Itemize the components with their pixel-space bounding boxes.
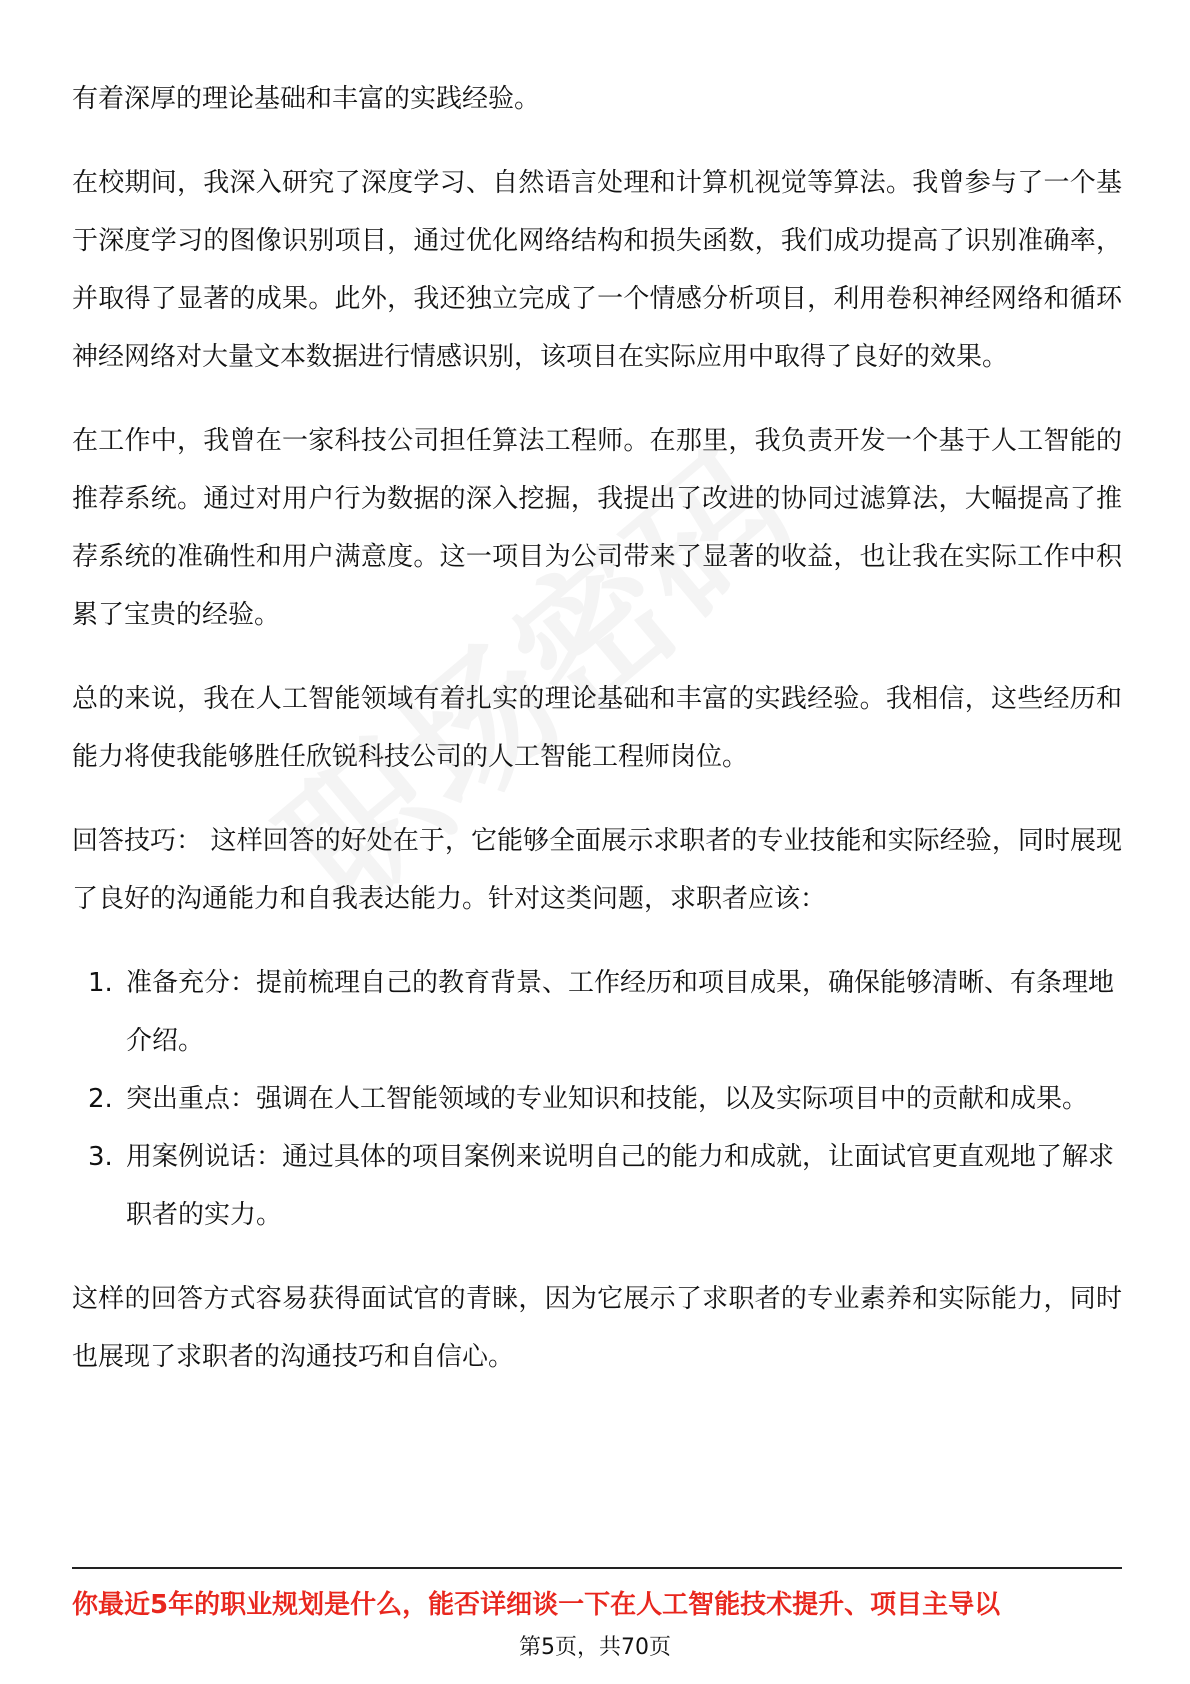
answer-tips-intro: 回答技巧： 这样回答的好处在于，它能够全面展示求职者的专业技能和实际经验，同时展现了良好的沟通能力和自我表达能力。针对这类问题，求职者应该：: [72, 826, 1122, 914]
closing-paragraph: 这样的回答方式容易获得面试官的青睐，因为它展示了求职者的专业素养和实际能力，同时也展现了求职者的沟通技巧和自信心。: [72, 1284, 1122, 1372]
tips-list: [72, 954, 1122, 1244]
list-item: [72, 1128, 1122, 1244]
list-number: 1.: [88, 968, 113, 998]
divider: [72, 1567, 1122, 1569]
page-number: 第5页，共70页: [519, 1635, 671, 1660]
paragraph: 在校期间，我深入研究了深度学习、自然语言处理和计算机视觉等算法。我曾参与了一个基于深度学习的图像识别项目，通过优化网络结构和损失函数，我们成功提高了识别准确率，并取得了显著的成果。此外，我还独立完成了一个情感分析项目，利用卷积神经网络和循环神经网络对大量文本数据进行情感识别，该项目在实际应用中取得了良好的效果。: [72, 168, 1122, 372]
next-question-heading: 你最近5年的职业规划是什么，能否详细谈一下在人工智能技术提升、项目主导以: [72, 1590, 1001, 1620]
list-item: [72, 954, 1122, 1070]
paragraph: 总的来说，我在人工智能领域有着扎实的理论基础和丰富的实践经验。我相信，这些经历和能力将使我能够胜任欣锐科技公司的人工智能工程师岗位。: [72, 684, 1122, 772]
paragraph: 在工作中，我曾在一家科技公司担任算法工程师。在那里，我负责开发一个基于人工智能的推荐系统。通过对用户行为数据的深入挖掘，我提出了改进的协同过滤算法，大幅提高了推荐系统的准确性和用户满意度。这一项目为公司带来了显著的收益，也让我在实际工作中积累了宝贵的经验。: [72, 426, 1122, 630]
document-body: [72, 70, 1122, 1412]
list-item-text: 突出重点：强调在人工智能领域的专业知识和技能，以及实际项目中的贡献和成果。: [126, 1084, 1089, 1114]
list-item: [72, 1070, 1122, 1128]
list-item-text: 用案例说话：通过具体的项目案例来说明自己的能力和成就，让面试官更直观地了解求职者的实力。: [126, 1142, 1115, 1230]
paragraph: 有着深厚的理论基础和丰富的实践经验。: [72, 84, 541, 114]
list-item-text: 准备充分：提前梳理自己的教育背景、工作经历和项目成果，确保能够清晰、有条理地介绍。: [126, 968, 1115, 1056]
list-number: 3.: [88, 1142, 113, 1172]
list-number: 2.: [88, 1084, 113, 1114]
